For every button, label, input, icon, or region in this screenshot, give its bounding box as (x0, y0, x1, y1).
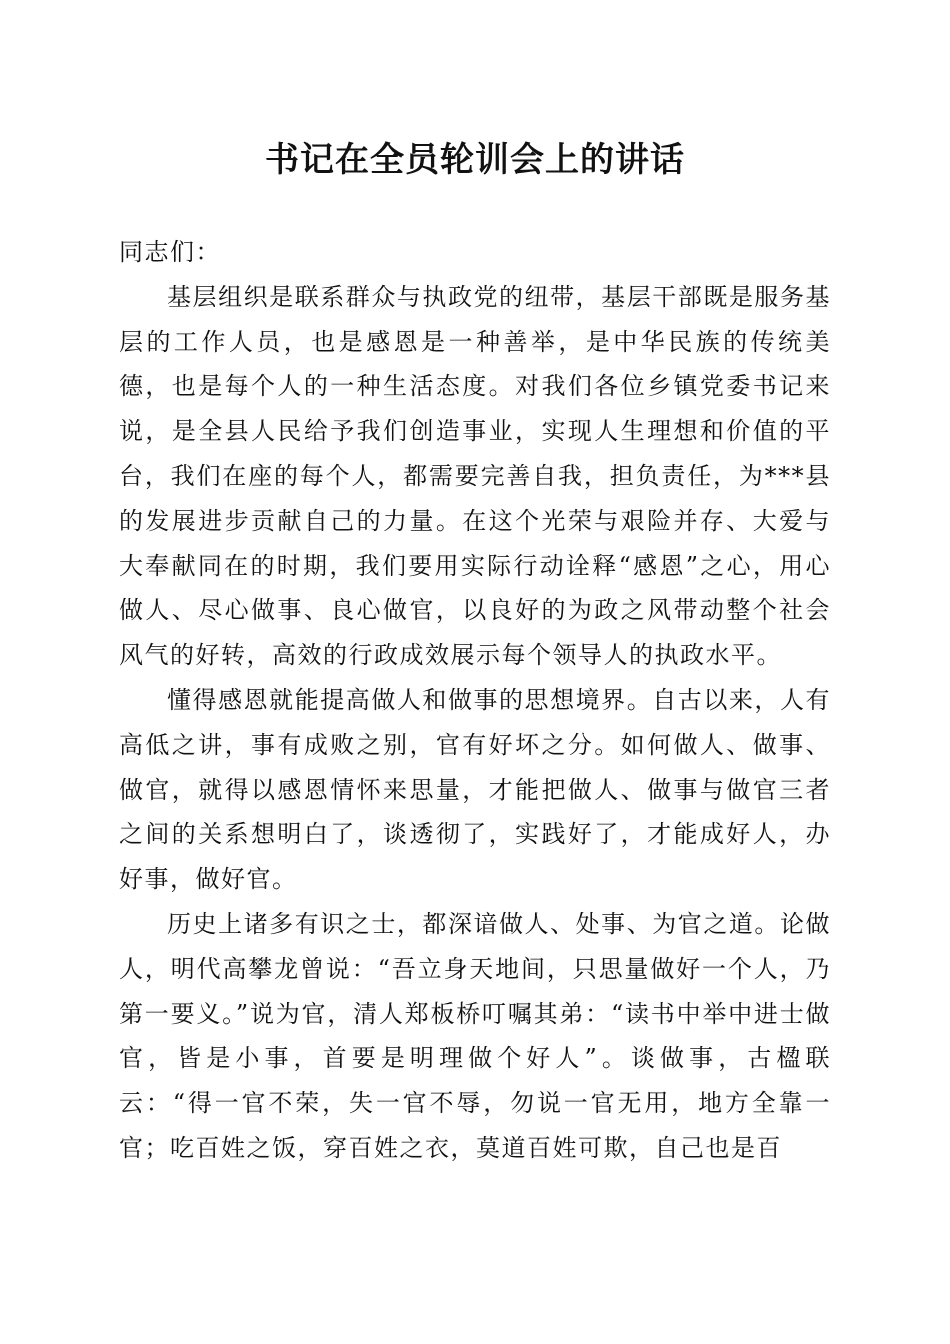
paragraph-3: 历史上诸多有识之士，都深谙做人、处事、为官之道。论做人，明代高攀龙曾说：“吾立身天地间，只思量做好一个人，乃第一要义。”说为官，清人郑板桥叮嘱其弟：“读书中举中进士做官，皆是小事，首要是明理做个好人”。谈做事，古楹联云：“得一官不荣，失一官不辱，勿说一官无用，地方全靠一官；吃百姓之饭，穿百姓之衣，莫道百姓可欺，自己也是百 (119, 909, 831, 1162)
salutation: 同志们： (119, 238, 221, 266)
paragraph-1: 基层组织是联系群众与执政党的纽带，基层干部既是服务基层的工作人员，也是感恩是一种善举，是中华民族的传统美德，也是每个人的一种生活态度。对我们各位乡镇党委书记来说，是全县人民给予我们创造事业，实现人生理想和价值的平台，我们在座的每个人，都需要完善自我，担负责任，为***县的发展进步贡献自己的力量。在这个光荣与艰险并存、大爱与大奉献同在的时期，我们要用实际行动诠释“感恩”之心，用心做人、尽心做事、良心做官，以良好的为政之风带动整个社会风气的好转，高效的行政成效展示每个领导人的执政水平。 (119, 282, 831, 670)
document-body (119, 230, 831, 1171)
document-title: 书记在全员轮训会上的讲话 (265, 140, 685, 180)
paragraph-2: 懂得感恩就能提高做人和做事的思想境界。自古以来，人有高低之讲，事有成败之别，官有好坏之分。如何做人、做事、做官，就得以感恩情怀来思量，才能把做人、做事与做官三者之间的关系想明白了，谈透彻了，实践好了，才能成好人，办好事，做好官。 (119, 685, 831, 894)
